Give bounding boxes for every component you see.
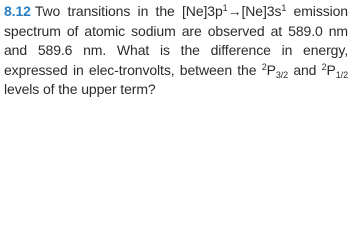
superscript-3: 2 xyxy=(261,61,267,72)
text-part-5: and xyxy=(288,61,322,78)
text-part-4: P xyxy=(266,61,276,78)
text-part-1: Two transitions in the [Ne]3p xyxy=(34,3,223,19)
superscript-4: 2 xyxy=(321,61,327,72)
text-part-2: →[Ne]3s xyxy=(227,3,282,19)
superscript-2: 1 xyxy=(281,3,287,13)
problem-text xyxy=(4,2,348,100)
subscript-4: 1/2 xyxy=(335,69,348,80)
subscript-3: 3/2 xyxy=(275,69,289,80)
text-part-6: P xyxy=(326,61,336,78)
problem-number: 8.12 xyxy=(4,3,31,19)
text-part-7: levels of the upper term? xyxy=(4,81,156,97)
superscript-1: 1 xyxy=(222,3,228,13)
text-part-3: emission spectrum of atomic sodium are observed at 589.0 nm and 589.6 nm. What is the difference in energy, expressed in elec-tronvolts, between the xyxy=(4,3,348,78)
